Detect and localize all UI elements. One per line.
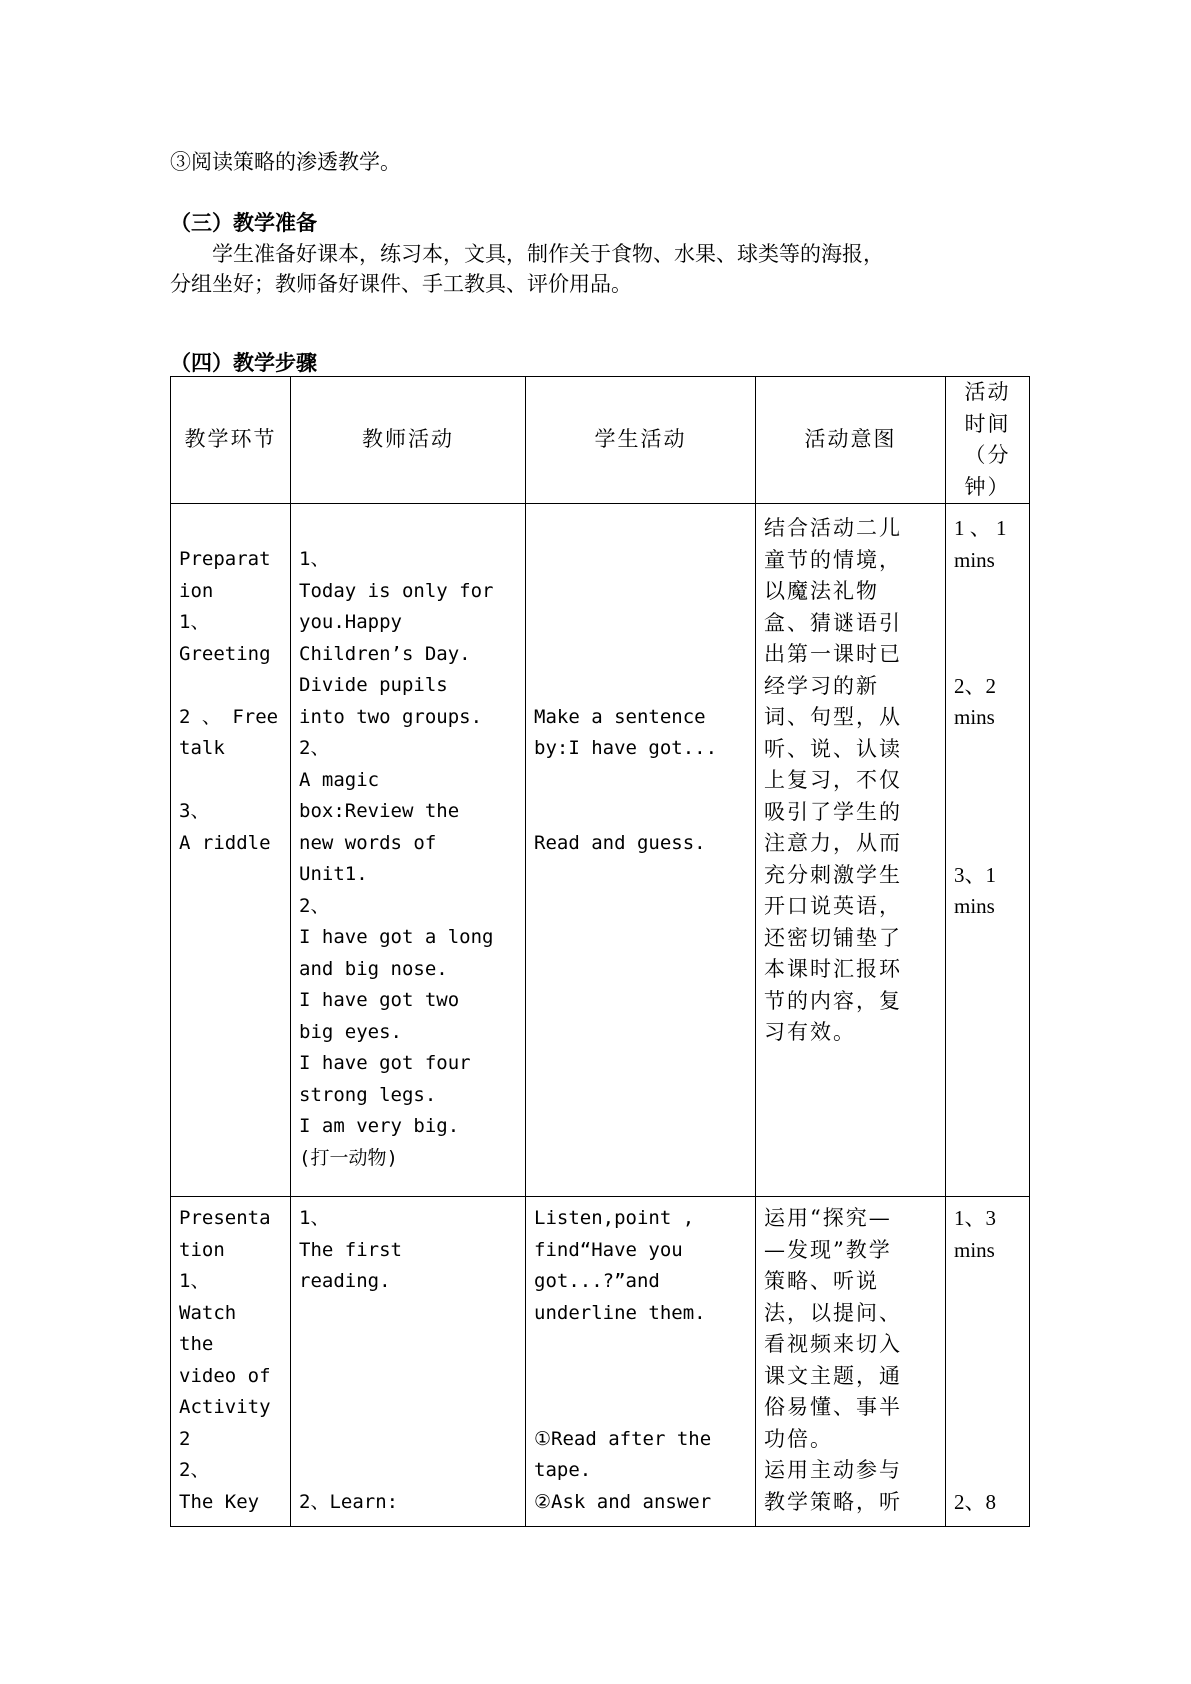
cell-line: and big nose. xyxy=(299,957,448,980)
cell-line xyxy=(954,576,1021,608)
cell-line: A riddle xyxy=(179,831,271,854)
table-header-row xyxy=(171,377,1030,504)
cell-line: find“Have you xyxy=(534,1238,683,1261)
cell-line xyxy=(534,1392,747,1424)
section-heading-steps: （四）教学步骤 xyxy=(170,350,317,375)
cell-line: 词、句型，从 xyxy=(764,705,902,729)
cell-line xyxy=(534,796,747,828)
cell-line: A magic xyxy=(299,768,380,791)
row2-student-cell xyxy=(526,1197,756,1527)
cell-line: 教学策略，听 xyxy=(764,1489,902,1514)
cell-line xyxy=(954,608,1021,640)
cell-line: Read and guess. xyxy=(534,831,706,854)
cell-line: Make a sentence xyxy=(534,705,706,728)
cell-line: mins xyxy=(954,705,995,729)
cell-line xyxy=(954,828,1021,860)
cell-line xyxy=(299,1361,517,1393)
cell-line xyxy=(954,1455,1021,1487)
cell-line: tion xyxy=(179,1238,225,1261)
cell-line: by:I have got... xyxy=(534,737,718,759)
cell-line: box:Review the xyxy=(299,800,460,822)
cell-line: 策略、听说 xyxy=(764,1269,879,1293)
cell-line: 1、 xyxy=(179,1270,210,1292)
cell-line xyxy=(534,1329,747,1361)
cell-line: Preparat xyxy=(179,548,271,570)
row2-teacher-cell xyxy=(291,1197,526,1527)
cell-line: strong legs. xyxy=(299,1083,437,1106)
cell-line xyxy=(299,1329,517,1361)
cell-line: new words of xyxy=(299,831,437,854)
cell-line xyxy=(534,544,747,576)
cell-line: Children’s Day. xyxy=(299,642,471,665)
cell-line: 上复习，不仅 xyxy=(764,768,902,792)
cell-line: Listen,point , xyxy=(534,1207,695,1229)
cell-line xyxy=(954,1392,1021,1424)
cell-line: 听、说、认读 xyxy=(764,736,902,761)
cell-line xyxy=(299,1424,517,1456)
header-stage: 教学环节 xyxy=(171,377,291,504)
cell-line: (打一动物) xyxy=(299,1146,398,1169)
cell-line: 法，以提问、 xyxy=(764,1300,902,1325)
cell-line: Unit1. xyxy=(299,863,368,885)
header-time-line: 时间 xyxy=(964,411,1011,436)
cell-line: ion xyxy=(179,579,214,602)
cell-line: Activity xyxy=(179,1396,271,1418)
cell-line xyxy=(954,1329,1021,1361)
cell-line: big eyes. xyxy=(299,1020,402,1043)
cell-line: 节的内容，复 xyxy=(764,988,902,1013)
cell-line xyxy=(299,1392,517,1424)
cell-line: reading. xyxy=(299,1270,391,1292)
cell-line: 2 xyxy=(179,1427,191,1450)
row2-stage-cell xyxy=(171,1197,291,1527)
cell-line: Presenta xyxy=(179,1207,271,1229)
cell-line: 运用主动参与 xyxy=(764,1458,902,1482)
cell-line: 1、 xyxy=(299,548,330,570)
cell-line: 2、 xyxy=(179,1459,210,1481)
cell-line xyxy=(954,1298,1021,1330)
cell-line xyxy=(954,1424,1021,1456)
cell-line: I have got a long xyxy=(299,926,494,948)
teaching-steps-table xyxy=(170,376,1030,1527)
cell-line xyxy=(954,765,1021,797)
cell-line: the xyxy=(179,1333,214,1355)
strategy-item-3: ③阅读策略的渗透教学。 xyxy=(170,150,401,174)
cell-line: 俗易懂、事半 xyxy=(764,1395,902,1419)
row2-intent-cell xyxy=(756,1197,946,1527)
cell-line: 1 、 1 xyxy=(954,516,1007,540)
cell-line: 本课时汇报环 xyxy=(764,957,902,981)
row1-intent-cell xyxy=(756,504,946,1197)
cell-line: 2、2 xyxy=(954,673,996,698)
row2-time-cell xyxy=(946,1197,1030,1527)
cell-line xyxy=(179,765,282,797)
cell-line xyxy=(954,639,1021,671)
cell-line: 运用“探究— xyxy=(764,1206,892,1230)
cell-line: 出第一课时已 xyxy=(764,642,902,666)
cell-line xyxy=(179,670,282,702)
cell-line: 童节的情境， xyxy=(764,547,902,572)
cell-line: 2、 xyxy=(299,894,330,917)
cell-line: 开口说英语， xyxy=(764,894,902,918)
cell-line xyxy=(299,1455,517,1487)
header-student-activity: 学生活动 xyxy=(526,377,756,504)
cell-line xyxy=(534,670,747,702)
cell-line xyxy=(534,765,747,797)
cell-line: I have got two xyxy=(299,989,460,1011)
row1-stage-cell xyxy=(171,504,291,1197)
cell-line: —发现”教学 xyxy=(764,1237,892,1262)
cell-line: you.Happy xyxy=(299,611,402,633)
row1-time-cell xyxy=(946,504,1030,1197)
cell-line xyxy=(534,607,747,639)
header-activity-intent: 活动意图 xyxy=(756,377,946,504)
cell-line: 2、 xyxy=(299,737,330,759)
cell-line: ①Read after the xyxy=(534,1427,712,1450)
cell-line xyxy=(534,576,747,608)
cell-line: 3、 xyxy=(179,800,210,822)
cell-line: 还密切铺垫了 xyxy=(764,925,902,950)
cell-line: I am very big. xyxy=(299,1115,460,1137)
preparation-paragraph-line-1: 学生准备好课本，练习本，文具，制作关于食物、水果、球类等的海报， xyxy=(212,242,884,266)
cell-line: ②Ask and answer xyxy=(534,1490,712,1513)
cell-line: 2、Learn: xyxy=(299,1490,399,1513)
cell-line: Watch xyxy=(179,1301,237,1324)
cell-line: 以魔法礼物 xyxy=(764,579,879,603)
cell-line xyxy=(534,639,747,671)
cell-line: I have got four xyxy=(299,1052,471,1074)
cell-line: 看视频来切入 xyxy=(764,1332,902,1356)
table-row xyxy=(171,504,1030,1197)
cell-line: 1、3 xyxy=(954,1206,996,1230)
table-row xyxy=(171,1197,1030,1527)
header-activity-time xyxy=(946,377,1030,504)
header-time-line: 钟） xyxy=(964,474,1011,499)
cell-line: Greeting xyxy=(179,642,271,665)
cell-line: into two groups. xyxy=(299,705,483,728)
cell-line: Divide pupils xyxy=(299,674,448,696)
cell-line xyxy=(954,797,1021,829)
cell-line: mins xyxy=(954,547,995,572)
cell-line: got...?”and xyxy=(534,1270,660,1292)
header-teacher-activity: 教师活动 xyxy=(291,377,526,504)
cell-line: mins xyxy=(954,894,995,918)
cell-line: 2、8 xyxy=(954,1489,996,1514)
cell-line: Today is only for xyxy=(299,579,494,602)
cell-line: 功倍。 xyxy=(764,1426,833,1451)
cell-line: 经学习的新 xyxy=(764,673,879,698)
cell-line: 2 、 Free xyxy=(179,705,279,728)
cell-line: mins xyxy=(954,1237,995,1262)
cell-line: talk xyxy=(179,737,225,759)
cell-line: 1、 xyxy=(179,611,210,633)
row1-teacher-cell xyxy=(291,504,526,1197)
section-heading-preparation: （三）教学准备 xyxy=(170,210,317,235)
cell-line xyxy=(954,1266,1021,1298)
cell-line: 课文主题，通 xyxy=(764,1363,902,1388)
cell-line xyxy=(954,1361,1021,1393)
cell-line: 盒、猜谜语引 xyxy=(764,610,902,635)
cell-line: 注意力，从而 xyxy=(764,831,902,855)
header-time-line: （分 xyxy=(964,443,1011,467)
cell-line: 习有效。 xyxy=(764,1020,856,1044)
cell-line: tape. xyxy=(534,1459,592,1481)
cell-line xyxy=(954,734,1021,766)
cell-line: 吸引了学生的 xyxy=(764,799,902,824)
cell-line: video of xyxy=(179,1364,271,1387)
cell-line: 结合活动二儿 xyxy=(764,516,902,540)
cell-line: 1、 xyxy=(299,1207,330,1229)
row1-student-cell xyxy=(526,504,756,1197)
header-time-line: 活动 xyxy=(964,380,1011,404)
cell-line: The Key xyxy=(179,1490,260,1513)
cell-line xyxy=(534,1361,747,1393)
cell-line: 充分刺激学生 xyxy=(764,862,902,887)
cell-line: 3、1 xyxy=(954,862,996,887)
cell-line: underline them. xyxy=(534,1301,706,1324)
cell-line: The first xyxy=(299,1238,402,1261)
cell-line xyxy=(299,1298,517,1330)
preparation-paragraph-line-2: 分组坐好；教师备好课件、手工教具、评价用品。 xyxy=(170,272,632,296)
